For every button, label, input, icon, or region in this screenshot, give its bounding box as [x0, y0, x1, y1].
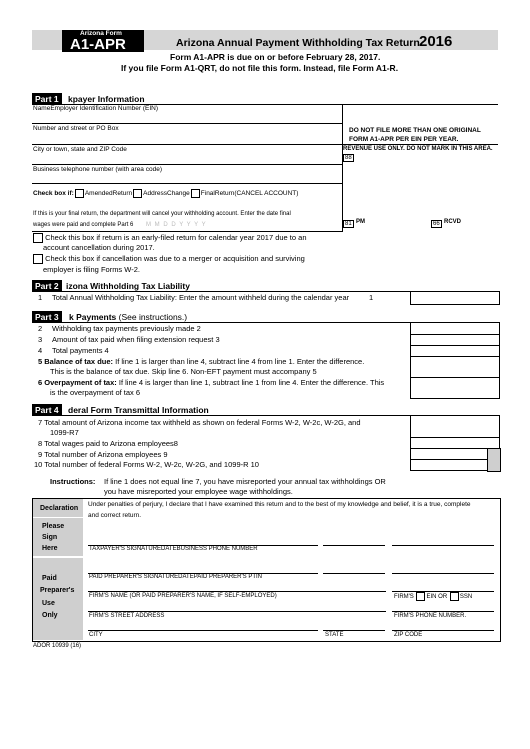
line6-label: 6 Overpayment of tax: [38, 378, 117, 387]
line1-ref: 1 [369, 293, 374, 302]
line3-label: Amount of tax paid when filing extension request [52, 335, 214, 344]
rule [32, 123, 342, 124]
line8-text: 8 Total wages paid to Arizona employees [38, 439, 174, 448]
line7-row-2 [50, 428, 79, 437]
firm-state-caption: STATE [325, 632, 344, 638]
part1-tag: Part 1 [32, 93, 62, 105]
notice-box-line1: DO NOT FILE MORE THAN ONE ORIGINAL [349, 127, 481, 134]
line1-amount-field[interactable] [410, 291, 500, 305]
firm-zip-line[interactable] [392, 630, 494, 631]
line7-text: 7 Total amount of Arizona income tax withheld as shown on federal Forms W-2, W-2c, W-2G, and [38, 418, 361, 427]
instructions-label: Instructions: [50, 477, 96, 486]
code-81-box: 81 [345, 221, 352, 227]
declaration-text-2: and correct return. [88, 512, 142, 519]
line7-text-2: 1099-R [50, 428, 75, 437]
line9-text: 9 Total number of Arizona employees [38, 450, 162, 459]
form-title: Arizona Annual Payment Withholding Tax Return [176, 37, 420, 49]
firm-state-line[interactable] [323, 630, 385, 631]
amended-label: AmendedReturn [84, 190, 133, 198]
line5-text-2: This is the balance of tax due. Skip line 6. Non-EFT payment must accompany [50, 367, 311, 376]
rule [32, 183, 342, 184]
preparer-date-line[interactable] [323, 573, 385, 574]
firm-name-line[interactable] [88, 591, 386, 592]
line3-num: 3 [38, 335, 43, 344]
rule [32, 144, 498, 145]
code-66-box: 66 [433, 221, 440, 227]
line10-ref: 10 [250, 460, 259, 469]
check-box-label: Check box if: [33, 190, 74, 198]
early-filed-checkbox[interactable] [33, 233, 43, 243]
part3-tag: Part 3 [32, 311, 62, 323]
part3-title-suffix: (See instructions.) [118, 312, 188, 322]
taxpayer-signature-caption: TAXPAYER'S SIGNATUREDATEBUSINESS PHONE NUMBER [89, 546, 258, 552]
a1qrt-notice: If you file Form A1-QRT, do not file this form. Instead, file Form A1-R. [121, 63, 399, 73]
signature-block [32, 498, 501, 642]
paid-label: Paid [42, 575, 57, 582]
line4-label: Total payments [52, 346, 103, 355]
preparer-ptin-line[interactable] [392, 573, 494, 574]
early-filed-text: Check this box if return is an early-filed return for calendar year 2017 due to an [45, 233, 307, 242]
line6-amount-field[interactable] [410, 377, 500, 399]
line4-text [52, 346, 109, 355]
name-ein-field[interactable]: NameEmployer Identification Number (EIN) [33, 105, 158, 112]
line1-text: Total Annual Withholding Tax Liability: Enter the amount withheld during the calendar year [52, 293, 350, 302]
firm-zip-caption: ZIP CODE [394, 632, 423, 638]
part3-title [69, 312, 187, 322]
part1-title: kpayer Information [68, 94, 145, 104]
preparer-signature-caption: PAID PREPARER'S SIGNATUREDATEPAID PREPARER'S PTIN [89, 574, 262, 580]
form-number: A1-APR [70, 36, 126, 53]
final-date-field[interactable]: M M D D Y Y Y Y [146, 222, 207, 228]
line5-row-2 [50, 367, 317, 376]
rcvd-label: RCVD [444, 219, 462, 225]
part3-title-text: k Payments [69, 312, 117, 322]
merger-checkbox[interactable] [33, 254, 43, 264]
part4-title: deral Form Transmittal Information [68, 405, 209, 415]
line2-ref: 2 [196, 324, 201, 333]
firm-ein-ssn-row [394, 592, 472, 601]
instructions-text: If line 1 does not equal line 7, you have misreported your annual tax withholdings OR [104, 477, 386, 486]
line6-text-2: is the overpayment of tax [50, 388, 134, 397]
line9-ref: 9 [163, 450, 168, 459]
final-return-label: FinalReturn(CANCEL ACCOUNT) [200, 190, 299, 198]
line8-ref: 8 [173, 439, 178, 448]
line2-num: 2 [38, 324, 43, 333]
line6-row [38, 378, 384, 387]
revenue-use-label: REVENUE USE ONLY. DO NOT MARK IN THIS AREA. [343, 146, 493, 152]
line9-row [38, 450, 168, 459]
merger-row [33, 254, 305, 264]
preparers-label: Preparer's [40, 587, 75, 594]
address-change-label: AddressChange [143, 190, 190, 198]
sign-label-column [33, 499, 83, 640]
here-label: Here [42, 545, 58, 552]
line6-ref: 6 [135, 388, 141, 397]
line1-num: 1 [38, 293, 43, 302]
firms-label: FIRM'S [394, 594, 414, 601]
firm-city-caption: CITY [89, 632, 103, 638]
firm-name-caption: FIRM'S NAME (OR PAID PREPARER'S NAME, IF SELF-EMPLOYED) [89, 593, 277, 599]
form-small-label: Arizona Form [80, 30, 122, 37]
declaration-text: Under penalties of perjury, I declare that I have examined this return and to the best of my knowledge and belief, it is a true, complete [88, 501, 471, 508]
street-field[interactable]: Number and street or PO Box [33, 125, 119, 132]
line10-amount-field[interactable] [410, 459, 488, 471]
final-note: If this is your final return, the department will cancel your withholding account. Enter the date final [33, 211, 291, 217]
part2-title: izona Withholding Tax Liability [66, 281, 190, 291]
firm-phone-caption: FIRM'S PHONE NUMBER. [394, 613, 467, 619]
line2-label: Withholding tax payments previously made [52, 324, 195, 333]
line10-text: 10 Total number of federal Forms W-2, W-2c, W-2G, and 1099-R [34, 460, 249, 469]
final-return-checkbox[interactable] [191, 189, 200, 198]
phone-field[interactable]: Business telephone number (with area code) [33, 166, 162, 173]
due-notice: Form A1-APR is due on or before February 28, 2017. [170, 52, 381, 62]
taxpayer-date-line[interactable] [323, 545, 385, 546]
ssn-label: SSN [459, 594, 473, 601]
form-footer-code: ADOR 10939 (16) [33, 643, 82, 649]
notice-box-line2: FORM A1-APR PER EIN PER YEAR. [349, 136, 459, 143]
code-88-box: 88 [345, 155, 352, 161]
line5-ref: 5 [312, 367, 317, 376]
line10-row [34, 460, 259, 469]
check-box-row [33, 189, 298, 198]
line5-row [38, 357, 364, 366]
line2-text [52, 324, 201, 333]
part4-tag: Part 4 [32, 404, 62, 416]
line7-amount-field[interactable] [410, 415, 500, 438]
sign-label: Sign [42, 534, 58, 541]
merger-text: Check this box if cancellation was due to a merger or acquisition and surviving [45, 254, 305, 263]
line5-label: 5 Balance of tax due: [38, 357, 114, 366]
rule [342, 104, 343, 232]
early-filed-row [33, 233, 306, 243]
rule [33, 517, 83, 518]
firm-street-caption: FIRM'S STREET ADDRESS [89, 613, 165, 619]
please-label: Please [42, 523, 65, 530]
ein-checkbox[interactable] [416, 592, 425, 601]
shaded-cell [487, 448, 501, 472]
final-note-2: wages were paid and complete Part 6 [33, 222, 134, 228]
firm-phone-line[interactable] [392, 611, 494, 612]
declaration-label: Declaration [40, 505, 79, 512]
amended-checkbox[interactable] [75, 189, 84, 198]
line3-ref: 3 [215, 335, 220, 344]
line3-text [52, 335, 220, 344]
line8-row [38, 439, 178, 448]
merger-text-2: employer is filing Forms W-2. [43, 265, 140, 274]
rule [32, 231, 342, 232]
only-label: Only [42, 612, 58, 619]
form-year: 2016 [419, 33, 453, 50]
rule [32, 164, 342, 165]
ein-or-label: EIN OR [426, 594, 448, 601]
pm-label: PM [356, 219, 365, 225]
line4-ref: 4 [104, 346, 109, 355]
early-filed-text-2: account cancellation during 2017. [43, 243, 155, 252]
instructions-text-2: you have misreported your employee wage withholdings. [104, 487, 293, 496]
rule [33, 556, 83, 558]
use-label: Use [42, 600, 55, 607]
ssn-checkbox[interactable] [450, 592, 459, 601]
firm-street-line[interactable] [88, 611, 386, 612]
city-field[interactable]: City or town, state and ZIP Code [33, 146, 127, 153]
line5-amount-field[interactable] [410, 356, 500, 378]
part2-tag: Part 2 [32, 280, 62, 292]
line4-num: 4 [38, 346, 43, 355]
line5-text: If line 1 is larger than line 4, subtract line 4 from line 1. Enter the difference. [115, 357, 365, 366]
firm-city-line[interactable] [88, 630, 318, 631]
address-change-checkbox[interactable] [133, 189, 142, 198]
line7-ref: 7 [74, 428, 79, 437]
business-phone-line[interactable] [392, 545, 494, 546]
line6-text: If line 4 is larger than line 1, subtract line 1 from line 4. Enter the difference. This [118, 378, 385, 387]
line6-row-2 [50, 388, 140, 397]
